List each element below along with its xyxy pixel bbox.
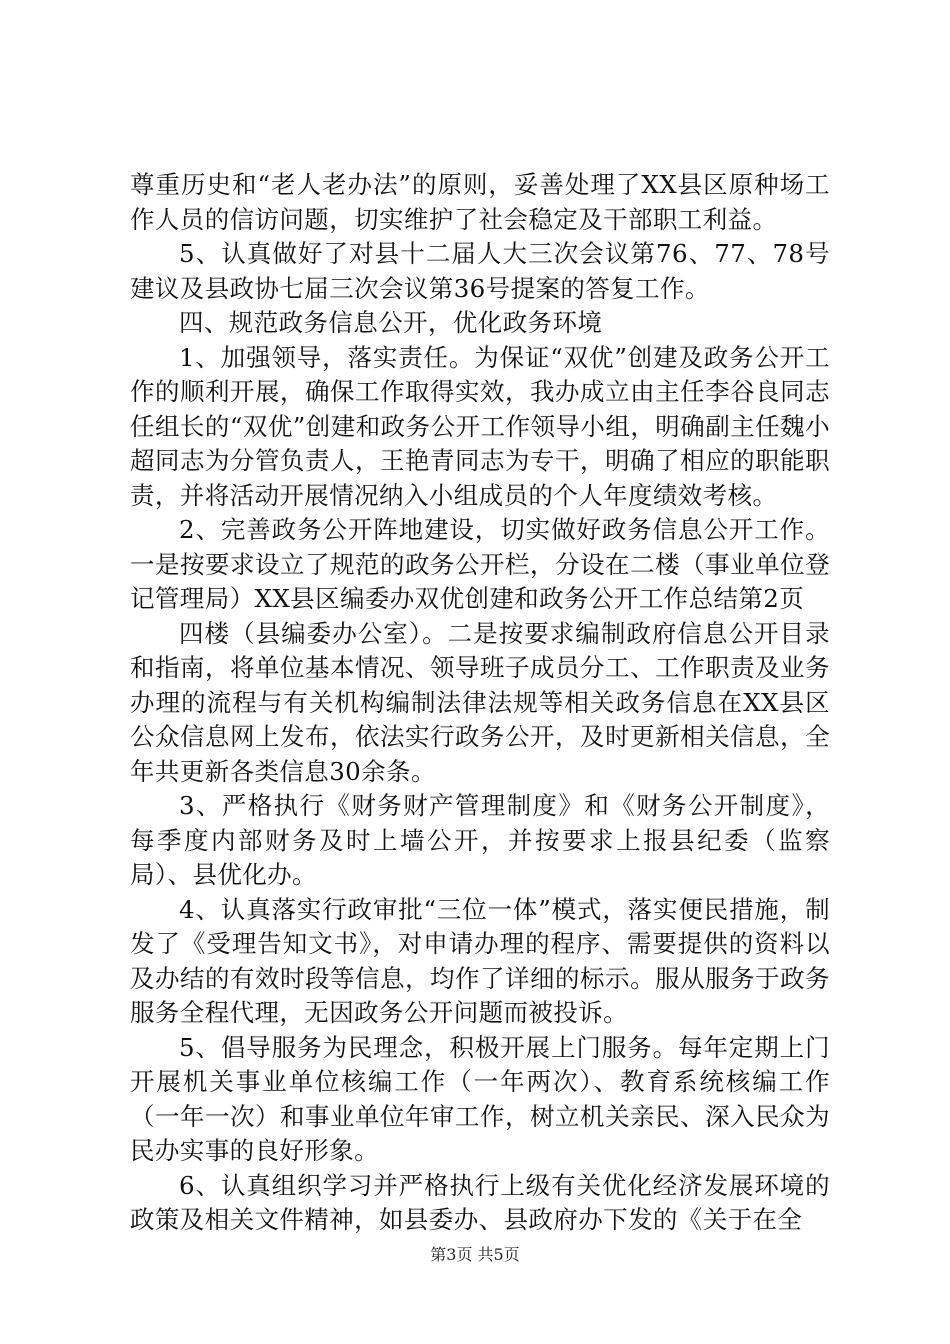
page-number-footer: 第3页 共5页 (430, 1245, 520, 1264)
paragraph: 1、加强领导，落实责任。为保证“双优”创建及政务公开工作的顺利开展，确保工作取得实效，我办成立由主任李谷良同志任组长的“双优”创建和政务公开工作领导小组，明确副主任魏小超同志为分管负责人，王艳青同志为专干，明确了相应的职能职责，并将活动开展情况纳入小组成员的个人年度绩效考核。 (130, 342, 830, 510)
paragraph: 6、认真组织学习并严格执行上级有关优化经济发展环境的政策及相关文件精神，如县委办、县政府办下发的《关于在全 (130, 1170, 830, 1234)
paragraph: 四楼（县编委办公室）。二是按要求编制政府信息公开目录和指南，将单位基本情况、领导班子成员分工、工作职责及业务办理的流程与有关机构编制法律法规等相关政务信息在XX县区公众信息网上发布，依法实行政务公开，及时更新相关信息，全年共更新各类信息30余条。 (130, 618, 830, 786)
paragraph: 尊重历史和“老人老办法”的原则，妥善处理了XX县区原种场工作人员的信访问题，切实维护了社会稳定及干部职工利益。 (130, 170, 830, 234)
paragraph: 4、认真落实行政审批“三位一体”模式，落实便民措施，制发了《受理告知文书》，对申请办理的程序、需要提供的资料以及办结的有效时段等信息，均作了详细的标示。服从服务于政务服务全程代理，无因政务公开问题而被投诉。 (130, 894, 830, 1027)
paragraph: 5、认真做好了对县十二届人大三次会议第76、77、78号建议及县政协七届三次会议第36号提案的答复工作。 (130, 239, 830, 303)
paragraph: 5、倡导服务为民理念，积极开展上门服务。每年定期上门开展机关事业单位核编工作（一年两次）、教育系统核编工作（一年一次）和事业单位年审工作，树立机关亲民、深入民众为民办实事的良好形象。 (130, 1032, 830, 1165)
paragraph: 3、严格执行《财务财产管理制度》和《财务公开制度》，每季度内部财务及时上墙公开，并按要求上报县纪委（监察局）、县优化办。 (130, 791, 830, 889)
paragraph: 2、完善政务公开阵地建设，切实做好政务信息公开工作。一是按要求设立了规范的政务公开栏，分设在二楼（事业单位登记管理局）XX县区编委办双优创建和政务公开工作总结第2页 (130, 515, 830, 613)
document-body (130, 168, 830, 1238)
section-heading: 四、规范政务信息公开，优化政务环境 (179, 308, 603, 337)
